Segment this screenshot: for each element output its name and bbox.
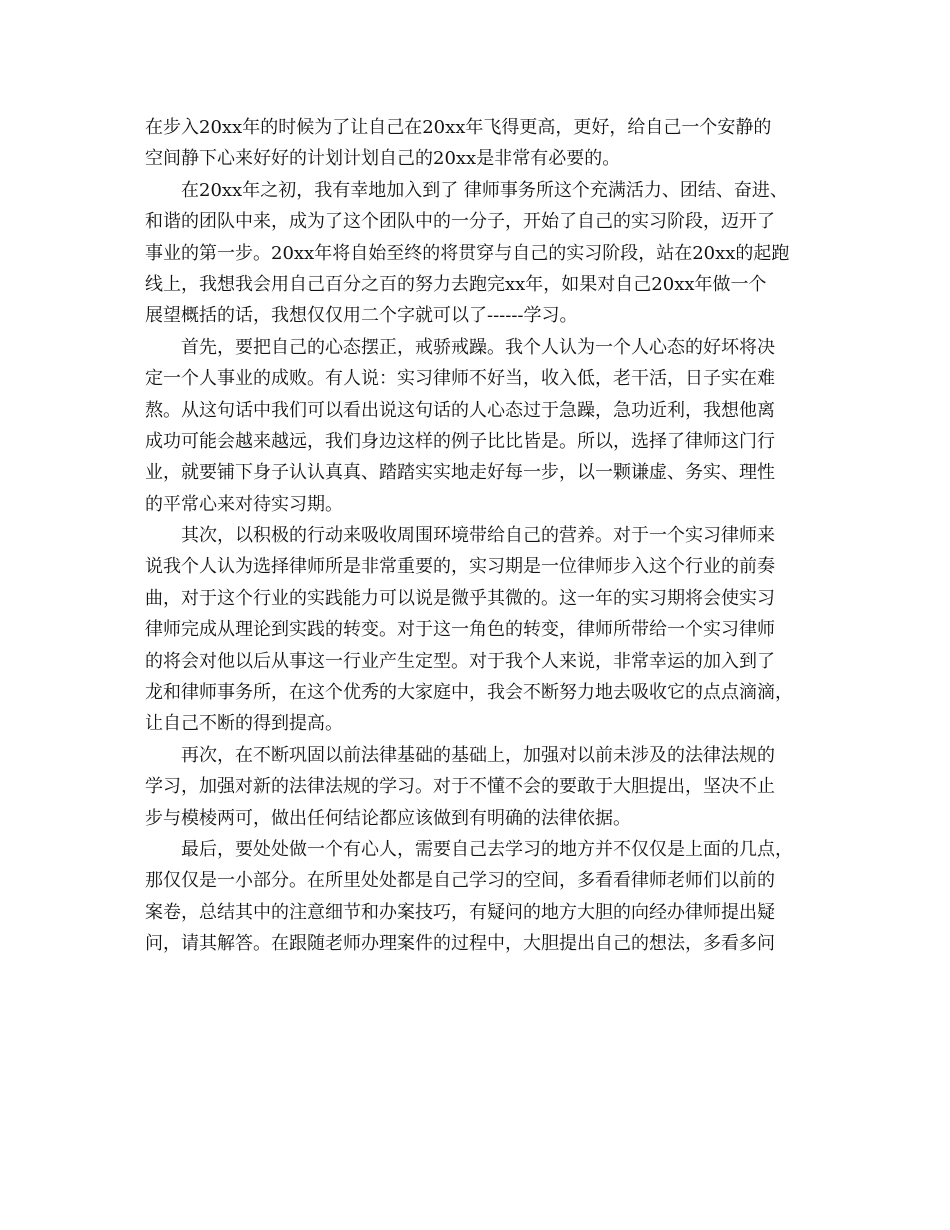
- text-line: 问，请其解答。在跟随老师办理案件的过程中，大胆提出自己的想法，多看多问: [145, 933, 775, 955]
- text-line: 案卷，总结其中的注意细节和办案技巧，有疑问的地方大胆的向经办律师提出疑: [145, 901, 775, 923]
- text-line: 步与模棱两可，做出任何结论都应该做到有明确的法律依据。: [145, 807, 631, 829]
- text-line: 和谐的团队中来，成为了这个团队中的一分子，开始了自己的实习阶段，迈开了: [145, 211, 775, 233]
- text-line: 龙和律师事务所，在这个优秀的大家庭中，我会不断努力地去吸收它的点点滴滴，: [145, 682, 793, 704]
- text-line: 定一个人事业的成败。有人说：实习律师不好当，收入低，老干活，日子实在难: [145, 368, 775, 390]
- text-line: 曲，对于这个行业的实践能力可以说是微乎其微的。这一年的实习期将会使实习: [145, 587, 775, 609]
- text-line: 学习，加强对新的法律法规的学习。对于不懂不会的要敢于大胆提出，坚决不止: [145, 776, 775, 798]
- text-line: 线上，我想我会用自己百分之百的努力去跑完xx年，如果对自己20xx年做一个: [145, 273, 767, 295]
- paragraph-start-line: 再次，在不断巩固以前法律基础的基础上，加强对以前未涉及的法律法规的: [181, 744, 775, 766]
- text-line: 说我个人认为选择律师所是非常重要的，实习期是一位律师步入这个行业的前奏: [145, 556, 775, 578]
- paragraph-start-line: 其次，以积极的行动来吸收周围环境带给自己的营养。对于一个实习律师来: [181, 525, 775, 547]
- text-line: 空间静下心来好好的计划计划自己的20xx是非常有必要的。: [145, 148, 621, 170]
- text-line: 展望概括的话，我想仅仅用二个字就可以了------学习。: [145, 305, 578, 327]
- text-line: 那仅仅是一小部分。在所里处处都是自己学习的空间，多看看律师老师们以前的: [145, 870, 775, 892]
- document-body: [145, 112, 805, 960]
- text-line: 在步入20xx年的时候为了让自己在20xx年飞得更高，更好，给自己一个安静的: [145, 117, 772, 138]
- text-line: 事业的第一步。20xx年将自始至终的将贯穿与自己的实习阶段，站在20xx的起跑: [145, 242, 790, 264]
- paragraph-start-line: 在20xx年之初，我有幸地加入到了 律师事务所这个充满活力、团结、奋进、: [181, 179, 788, 201]
- text-line: 成功可能会越来越远，我们身边这样的例子比比皆是。所以，选择了律师这门行: [145, 430, 775, 452]
- paragraph-start-line: 最后，要处处做一个有心人，需要自己去学习的地方并不仅仅是上面的几点，: [181, 838, 793, 860]
- text-line: 让自己不断的得到提高。: [145, 713, 343, 735]
- text-line: 的将会对他以后从事这一行业产生定型。对于我个人来说，非常幸运的加入到了: [145, 650, 775, 672]
- text-line: 律师完成从理论到实践的转变。对于这一角色的转变，律师所带给一个实习律师: [145, 619, 775, 641]
- text-line: 熬。从这句话中我们可以看出说这句话的人心态过于急躁，急功近利，我想他离: [145, 399, 775, 421]
- paragraph-start-line: 首先，要把自己的心态摆正，戒骄戒躁。我个人认为一个人心态的好坏将决: [181, 336, 775, 358]
- text-line: 的平常心来对待实习期。: [145, 493, 343, 515]
- text-line: 业，就要铺下身子认认真真、踏踏实实地走好每一步，以一颗谦虚、务实、理性: [145, 462, 775, 484]
